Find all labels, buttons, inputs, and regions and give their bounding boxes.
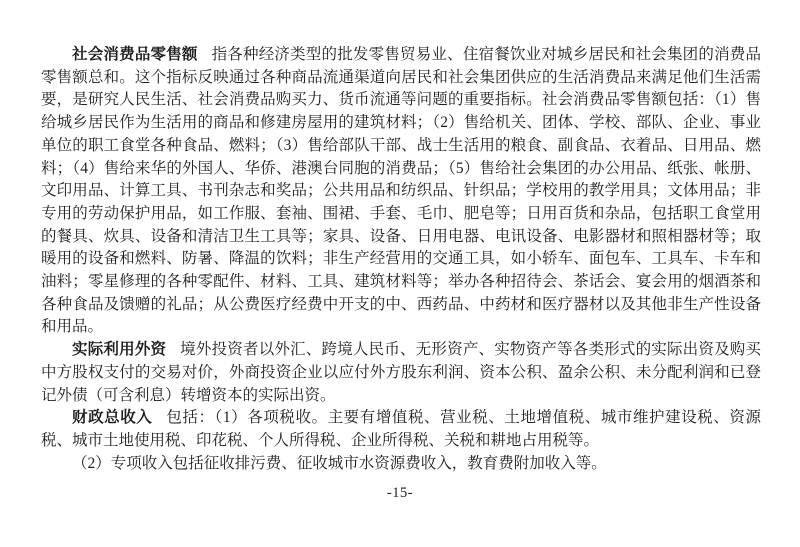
- term-fiscal-revenue-heading: 财政总收入: [72, 409, 153, 427]
- term-retail-sales-heading: 社会消费品零售额: [72, 46, 198, 63]
- paragraph-fiscal-revenue-definition: [41, 407, 761, 452]
- page-content: [41, 44, 761, 475]
- foreign-investment-definition-text: 境外投资者以外汇、跨境人民币、无形资产、实物资产等各类形式的实际出资及购买中方股权支付的交易对价，外商投资企业以应付外方股东利润、资本公积、盈余公积、未分配利润和已登记外债（可含利息）转增资本的实际出资。: [41, 341, 761, 404]
- special-revenue-item-text: （2）专项收入包括征收排污费、征收城市水资源费收入，教育费附加收入等。: [72, 454, 607, 472]
- retail-sales-definition-text: 指各种经济类型的批发零售贸易业、住宿餐饮业对城乡居民和社会集团的消费品零售额总和。这个指标反映通过各种商品流通渠道向居民和社会集团供应的生活消费品来满足他们生活需要，是研究人民生活、社会消费品购买力、货币流通等问题的重要指标。社会消费品零售额包括：（1）售给城乡居民作为生活用的商品和修建房屋用的建筑材料；（2）售给机关、团体、学校、部队、企业、事业单位的职工食堂各种食品、燃料；（3）售给部队干部、战士生活用的粮食、副食品、衣着品、日用品、燃料；（4）售给来华的外国人、华侨、港澳台同胞的消费品；（5）售给社会集团的办公用品、纸张、帐册、文印用品、计算工具、书刊杂志和奖品；公共用品和纺织品、针织品；学校用的教学用具；文体用品；非专用的劳动保护用品，如工作服、套袖、围裙、手套、毛巾、肥皂等；日用百货和杂品，包括职工食堂用的餐具、炊具、设备和清洁卫生工具等；家具、设备、日用电器、电讯设备、电影器材和照相器材等；取暖用的设备和燃料、防暑、降温的饮料；非生产经营用的交通工具，如小轿车、面包车、工具车、卡车和油料；零星修理的各种零配件、材料、工具、建筑材料等；举办各种招待会、茶话会、宴会用的烟酒茶和各种食品及馈赠的礼品；从公费医疗经费中开支的中、西药品、中药材和医疗器材以及其他非生产性设备和用品。: [41, 46, 761, 336]
- page-number: -15-: [386, 485, 414, 501]
- paragraph-foreign-investment-definition: [41, 339, 761, 407]
- fiscal-revenue-definition-text: 包括：（1）各项税收。主要有增值税、营业税、土地增值税、城市维护建设税、资源税、城市土地使用税、印花税、个人所得税、企业所得税、关税和耕地占用税等。: [41, 409, 761, 449]
- paragraph-retail-sales-definition: [41, 44, 761, 339]
- term-foreign-investment-heading: 实际利用外资: [72, 341, 167, 359]
- paragraph-special-revenue-item: [41, 453, 761, 476]
